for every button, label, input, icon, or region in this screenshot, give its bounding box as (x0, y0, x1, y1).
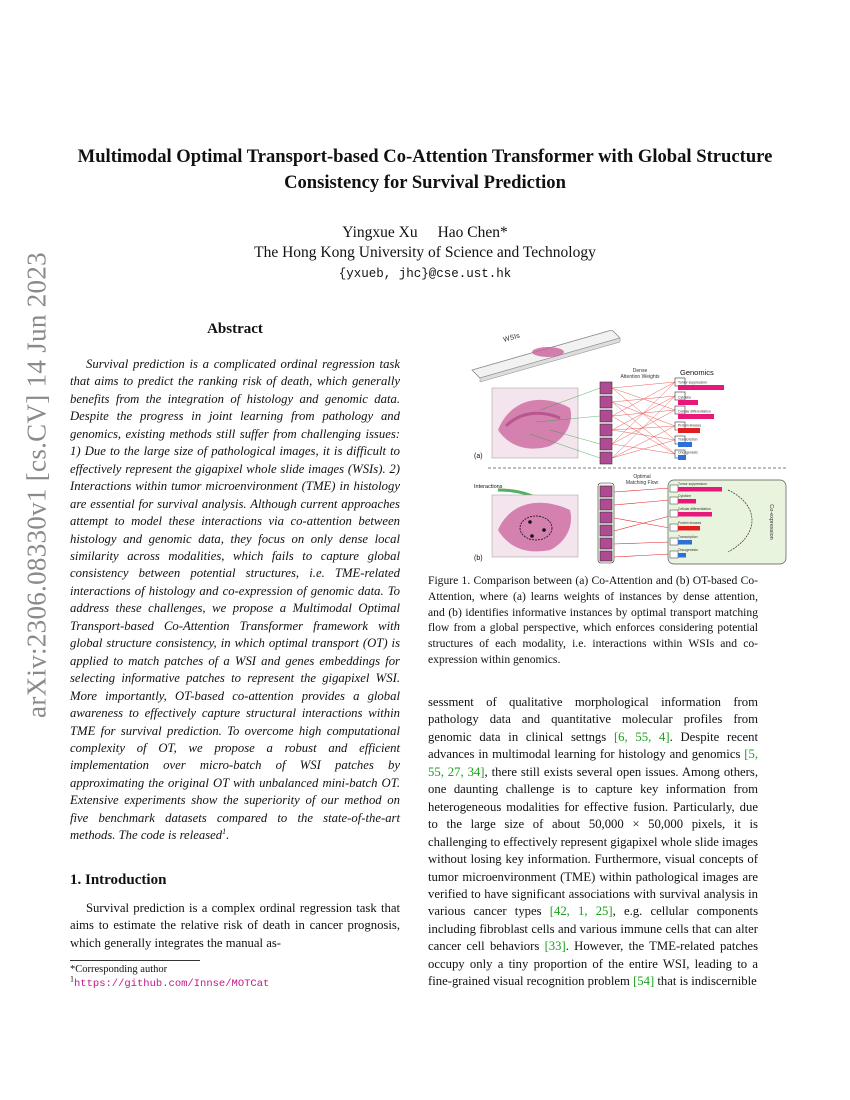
gene-b-1: Cytokine (678, 494, 692, 498)
abstract-body: Survival prediction is a complicated ordinal regression task that aims to predict the ranking risk of death, which generally benefits from the integration of histology and genomic data. Despite the progress in joint learning from pathology and genomics, existing methods still suffer from challenging issues: 1) Due to the large size of pathological images, it is difficult to effectively represent the gigapixel whole slide images (WSIs). 2) Interactions within tumor microenvironment (TME) in histology are essential for survival analysis. Although current approaches attempt to model these interactions via co-attention between histology and genomic data, they focus on only dense local similarity across modalities, which fails to capture global consistency between potential structures, i.e. TME-related interactions of histology and co-expression of genomic data. To address these challenges, we propose a Multimodal Optimal Transport-based Co-Attention Transformer framework with global structure consistency, in which optimal transport (OT) is applied to match patches of a WSI and genes embeddings for selecting informative patches to represent the gigapixel WSI. More importantly, OT-based co-attention provides a global awareness to effectively capture structural interactions within TME for survival prediction. To overcome high computational complexity of OT, we propose a robust and efficient implementation over micro-batch of WSI patches by approximating the original OT with unbalanced mini-batch OT. Extensive experiments show the superiority of our method on five benchmark datasets compared to the state-of-the-art methods. The code is released$^1$. (70, 357, 400, 843)
gene-a-3: Protein kinases (678, 423, 702, 428)
gene-b-0: Tumor suppression (678, 482, 707, 486)
label-dense-weights: Attention Weights (620, 374, 660, 380)
citation[interactable]: [6, 55, 4] (613, 729, 670, 744)
label-matching-flow: Matching Flow (625, 480, 659, 486)
label-b: (b) (474, 555, 483, 562)
author-2: Hao Chen* (437, 224, 508, 241)
author-1: Yingxue Xu (342, 224, 418, 241)
citation[interactable]: [54] (633, 974, 655, 989)
abstract-heading: Abstract (207, 321, 263, 337)
intro-paragraph-continued: sessment of qualitative morphological information from pathology data and quantitative molecular profiles from genomic data in clinical settngs [6, 55, 4]. Despite recent advances in multimodal learning for histology and genomics [5, 55, 27, 34], there still exists several open issues. Among others, one daunting challenge is to capture key information from heterogeneous modalities for effective fusion. Particularly, due to the large size of about 50,000 × 50,000 pixels, it is challenging to effectively represent gigapixel whole slide images without losing key information. Furthermore, visual concepts of tumor microenvironment (TME) within pathological images are verified to have significant associations with survival analysis in various cancer types [42, 1, 25], e.g. cellular components including fibroblast cells and various immune cells that can alter cancer cell behaviors [33]. However, the TME-related patches occupy only a tiny proportion of the entire WSI, leading to a fine-grained visual recognition problem [54] that is indiscernible (428, 695, 759, 989)
code-link[interactable]: https://github.com/Innse/MOTCat (74, 978, 270, 990)
dense-attention-lines (612, 382, 675, 458)
ot-matching-lines (614, 488, 670, 557)
label-interactions: Interactions (474, 484, 503, 490)
panel-b (474, 474, 786, 564)
arxiv-stamp (14, 252, 60, 718)
section-heading-introduction: 1. Introduction (70, 872, 167, 888)
label-coexpression: Co-expression (768, 504, 774, 540)
citation[interactable]: [42, 1, 25] (549, 904, 613, 919)
gene-a-1: Cytokine (678, 395, 692, 400)
wsi-slide (472, 330, 620, 382)
gene-a-5: Oncogenesis (678, 450, 698, 455)
gene-b-5: Oncogenesis (678, 548, 698, 552)
footnote-corresponding: *Corresponding author (70, 964, 168, 975)
abstract-text: Survival prediction is a complicated ordinal regression task that aims to predict the ranking risk of death, which generally benefits from the integration of histology and genomic data. Despite the progress in joint learning from pathology and genomics, existing methods still suffer from challenging issues: 1) Due to the large size of pathological images, it is difficult to effectively represent the gigapixel whole slide images (WSIs). 2) Interactions within tumor microenvironment (TME) in histology are essential for survival analysis. Although current approaches attempt to model these interactions via co-attention between histology and genomic data, they focus on only dense local similarity across modalities, which fails to capture global consistency between potential structures, i.e. TME-related interactions of histology and co-expression of genomic data. To address these challenges, we propose a Multimodal Optimal Transport-based Co-Attention Transformer framework with global structure consistency, in which optimal transport (OT) is applied to match patches of a WSI and genes embeddings for selecting informative patches to represent the gigapixel WSI. More importantly, OT-based co-attention provides a global awareness to effectively capture structural interactions within TME for survival prediction. To overcome high computational complexity of OT, we propose a robust and efficient implementation over micro-batch of WSI patches by approximating the original OT with unbalanced mini-batch OT. Extensive experiments show the superiority of our method on five benchmark datasets compared to the state-of-the-art methods. The code is released (70, 357, 400, 843)
panel-a (474, 368, 724, 464)
gene-b-2: Cellular differentiation (678, 507, 711, 511)
label-genomics: Genomics (680, 368, 714, 377)
footnote-ref[interactable]: 1 (222, 827, 227, 836)
label-dense: Dense (632, 368, 648, 374)
intro-paragraph: Survival prediction is a complex ordinal regression task that aims to estimate the relative risk of death in cancer prognosis, which generally integrates the manual as- (70, 901, 400, 950)
gene-a-2: Cellular differentiation (678, 409, 711, 414)
label-wsis: WSIs (502, 332, 521, 344)
gene-a-0: Tumor suppression (678, 380, 707, 385)
gene-b-4: Transcription (678, 535, 698, 539)
patch-column-a (600, 382, 612, 464)
footnotes (70, 963, 400, 991)
footnote-code (70, 974, 400, 991)
figure-1-caption: Figure 1. Comparison between (a) Co-Attention and (b) OT-based Co-Attention, where (a) learns weights of instances by dense attention, and (b) identifies informative instances by optimal transport matching flow from a global perspective, which enforces considering potential structures of each modality, i.e. interactions within WSIs and co-expression within genomics. (428, 574, 758, 666)
gene-a-4: Transcription (678, 437, 698, 442)
citation[interactable]: [5, 55, 27, 34] (428, 747, 758, 779)
figure-1 (470, 330, 790, 565)
author-list (60, 224, 790, 242)
citation[interactable]: [33] (544, 939, 566, 954)
paper-title: Multimodal Optimal Transport-based Co-Attention Transformer with Global Structure Consistency for Survival Prediction (77, 146, 773, 193)
footnote-rule (70, 960, 200, 961)
author-email: {yxueb, jhc}@cse.ust.hk (338, 267, 512, 281)
gene-b-3: Protein kinases (678, 521, 702, 525)
footnote-code-mark: 1 (70, 974, 74, 984)
label-a: (a) (474, 453, 483, 460)
arxiv-stamp-text: arXiv:2306.08330v1 [cs.CV] 14 Jun 2023 (21, 252, 52, 718)
label-optimal: Optimal (633, 474, 651, 480)
affiliation: The Hong Kong University of Science and Technology (254, 244, 596, 261)
